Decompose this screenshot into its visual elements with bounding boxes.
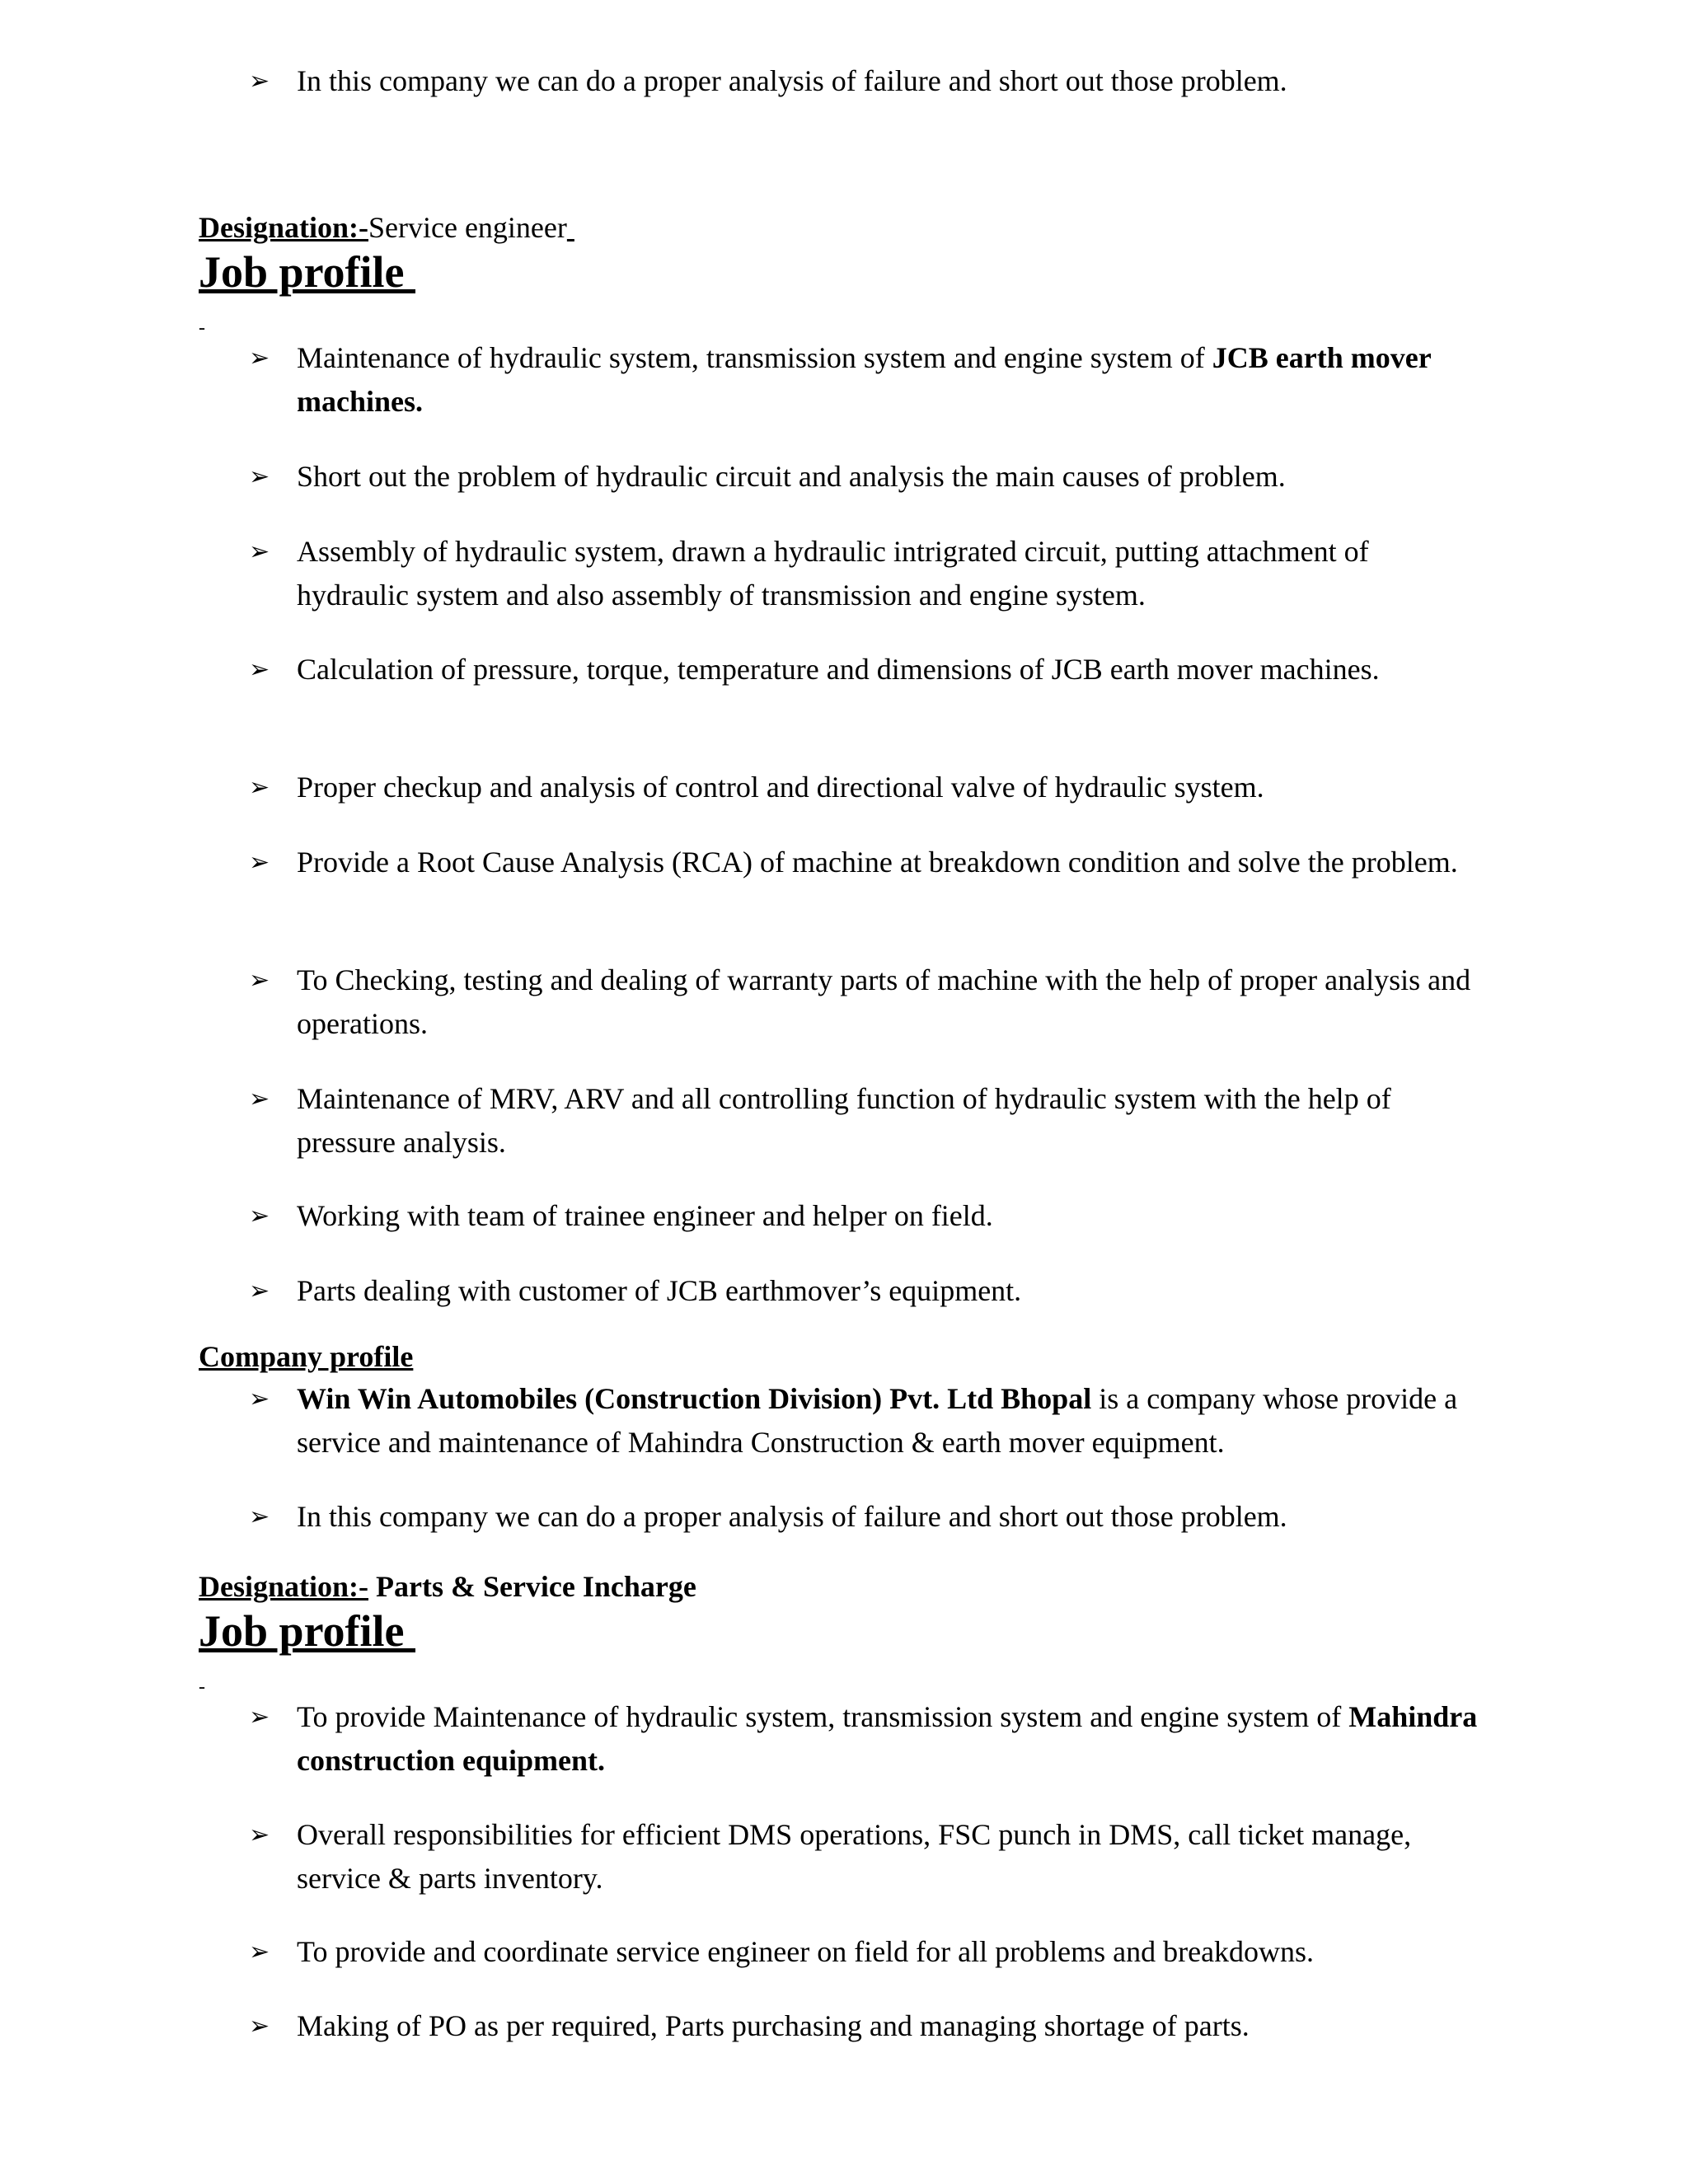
arrow-bullet-icon: ➢ xyxy=(249,1938,270,1966)
arrow-bullet-icon: ➢ xyxy=(249,1704,270,1731)
list-item: To provide Maintenance of hydraulic system, transmission system and engine system of Mahindra construction equipment. xyxy=(297,1700,1478,1777)
list-item: Proper checkup and analysis of control and directional valve of hydraulic system. xyxy=(297,771,1264,804)
designation-label: Designation:- xyxy=(199,211,368,244)
arrow-bullet-icon: ➢ xyxy=(249,656,270,683)
arrow-bullet-icon: ➢ xyxy=(249,344,270,372)
arrow-bullet-icon: ➢ xyxy=(249,1202,270,1230)
job-profile-heading: Job profile xyxy=(199,247,416,297)
designation-value: Service engineer xyxy=(368,211,567,244)
list-item: Win Win Automobiles (Construction Division) Pvt. Ltd Bhopal is a company whose provide a service and maintenance of Mahindra Construction & earth mover equipment. xyxy=(297,1382,1458,1459)
list-item: Provide a Root Cause Analysis (RCA) of machine at breakdown condition and solve the problem. xyxy=(297,846,1458,879)
dash-mark: - xyxy=(199,317,205,339)
list-item: Maintenance of MRV, ARV and all controlling function of hydraulic system with the help of pressure analysis. xyxy=(297,1082,1391,1159)
list-item: In this company we can do a proper analysis of failure and short out those problem. xyxy=(297,64,1287,97)
job-profile-heading: Job profile xyxy=(199,1606,416,1656)
arrow-bullet-icon: ➢ xyxy=(249,463,270,490)
arrow-bullet-icon: ➢ xyxy=(249,68,270,95)
arrow-bullet-icon: ➢ xyxy=(249,2013,270,2040)
list-item: Parts dealing with customer of JCB earthmover’s equipment. xyxy=(297,1274,1022,1307)
dash-mark: - xyxy=(199,1676,205,1698)
list-item: Calculation of pressure, torque, temperature and dimensions of JCB earth mover machines. xyxy=(297,653,1380,686)
list-item: Maintenance of hydraulic system, transmission system and engine system of JCB earth mover machines. xyxy=(297,341,1432,418)
designation-value: Parts & Service Incharge xyxy=(368,1570,696,1603)
list-item: Assembly of hydraulic system, drawn a hydraulic intrigrated circuit, putting attachment of hydraulic system and also assembly of transmission and engine system. xyxy=(297,535,1369,612)
designation-line xyxy=(199,1565,696,1609)
arrow-bullet-icon: ➢ xyxy=(249,774,270,801)
list-item: Working with team of trainee engineer and helper on field. xyxy=(297,1199,993,1232)
arrow-bullet-icon: ➢ xyxy=(249,1503,270,1530)
arrow-bullet-icon: ➢ xyxy=(249,849,270,876)
list-item: In this company we can do a proper analysis of failure and short out those problem. xyxy=(297,1500,1287,1533)
arrow-bullet-icon: ➢ xyxy=(249,538,270,565)
list-item: Short out the problem of hydraulic circuit and analysis the main causes of problem. xyxy=(297,460,1286,493)
arrow-bullet-icon: ➢ xyxy=(249,1821,270,1849)
arrow-bullet-icon: ➢ xyxy=(249,1085,270,1113)
company-profile-heading: Company profile xyxy=(199,1340,414,1373)
list-item: To Checking, testing and dealing of warranty parts of machine with the help of proper analysis and operations. xyxy=(297,963,1471,1040)
arrow-bullet-icon: ➢ xyxy=(249,1277,270,1305)
arrow-bullet-icon: ➢ xyxy=(249,1385,270,1413)
list-item: Overall responsibilities for efficient DMS operations, FSC punch in DMS, call ticket manage, service & parts inventory. xyxy=(297,1818,1412,1895)
list-item: Making of PO as per required, Parts purchasing and managing shortage of parts. xyxy=(297,2009,1250,2042)
arrow-bullet-icon: ➢ xyxy=(249,967,270,994)
list-item: To provide and coordinate service engineer on field for all problems and breakdowns. xyxy=(297,1935,1315,1968)
designation-label: Designation:- xyxy=(199,1570,368,1603)
designation-line xyxy=(199,206,574,250)
